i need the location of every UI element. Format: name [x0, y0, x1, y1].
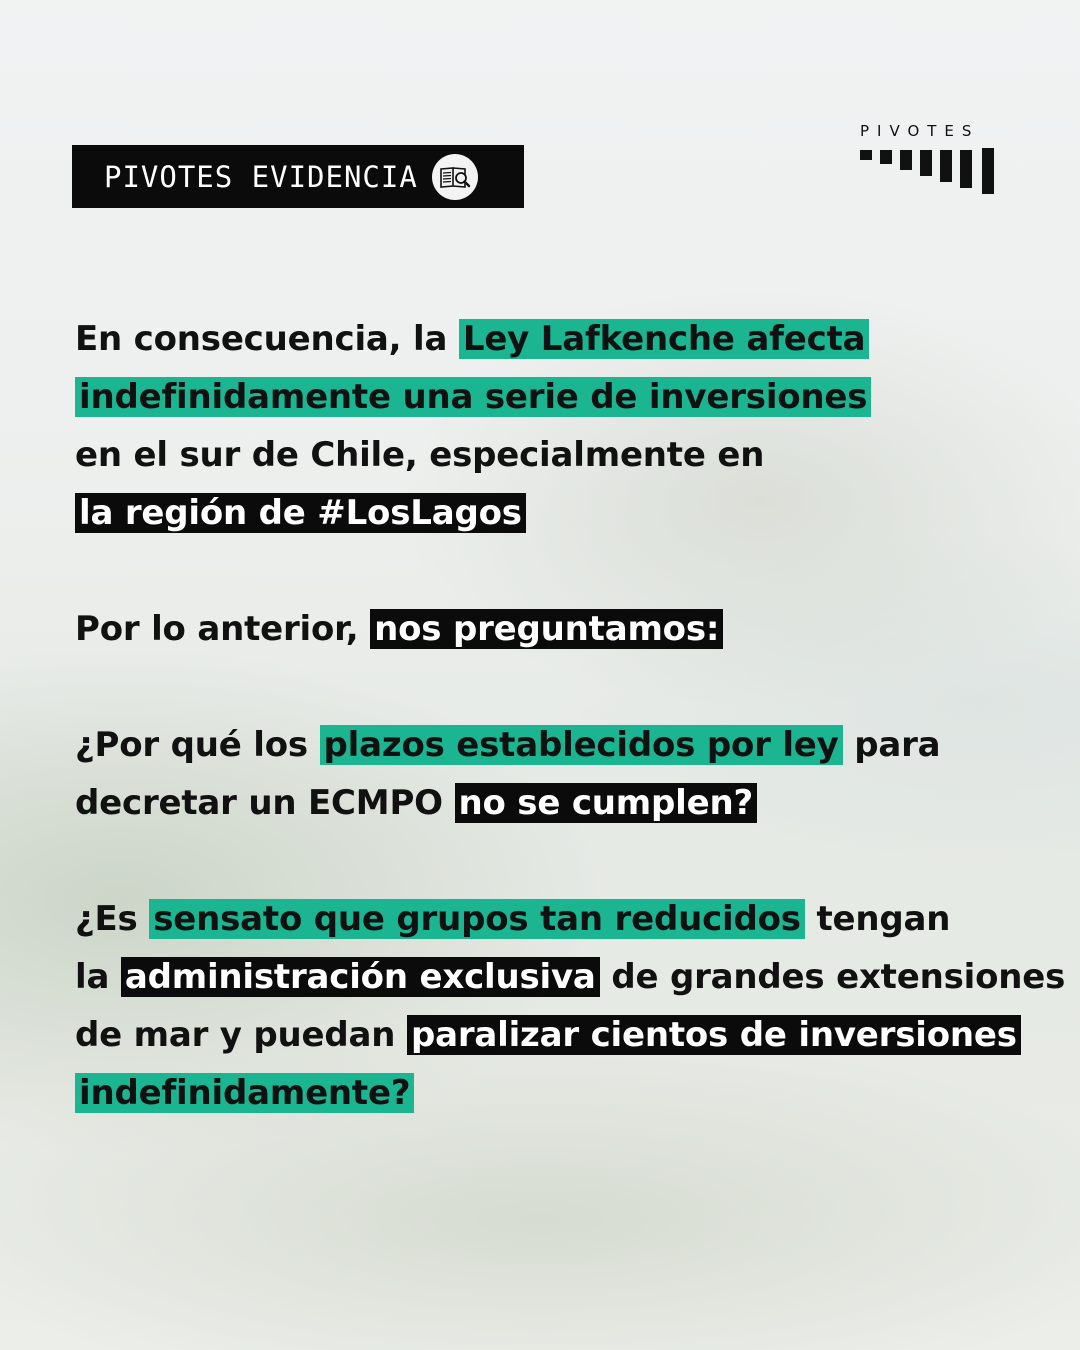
- paragraph-consequence: [75, 310, 1045, 542]
- text-segment: decretar un ECMPO: [75, 783, 455, 823]
- black-highlight: la región de #LosLagos: [75, 493, 526, 533]
- black-highlight: nos preguntamos:: [370, 609, 723, 649]
- text-line: [75, 600, 1045, 658]
- text-line: [75, 426, 1045, 484]
- text-segment: de mar y puedan: [75, 1015, 407, 1055]
- text-segment: de grandes extensiones: [599, 957, 1066, 997]
- paragraph-question-intro: [75, 600, 1045, 658]
- green-highlight: plazos establecidos por ley: [320, 725, 843, 765]
- text-segment: para: [842, 725, 941, 765]
- paragraph-spacer: [75, 542, 1045, 600]
- text-line: [75, 368, 1045, 426]
- black-highlight: paralizar cientos de inversiones: [407, 1015, 1021, 1055]
- section-tag-label: PIVOTES EVIDENCIA: [104, 159, 418, 194]
- green-highlight: sensato que grupos tan reducidos: [149, 899, 805, 939]
- text-line: [75, 774, 1045, 832]
- paragraph-question-deadlines: [75, 716, 1045, 832]
- green-highlight: indefinidamente una serie de inversiones: [75, 377, 871, 417]
- main-text: [75, 310, 1066, 1122]
- text-line: [75, 484, 1045, 542]
- text-segment: la: [75, 957, 121, 997]
- black-highlight: administración exclusiva: [121, 957, 600, 997]
- text-line: [75, 890, 1045, 948]
- text-segment: ¿Es: [75, 899, 150, 939]
- logo-wordmark: PIVOTES: [860, 122, 980, 140]
- text-line: [75, 716, 1045, 774]
- section-tag: [72, 145, 524, 208]
- text-segment: En consecuencia, la: [75, 319, 459, 359]
- text-line: [75, 1064, 1045, 1122]
- text-segment: en el sur de Chile, especialmente en: [75, 435, 765, 475]
- green-highlight: Ley Lafkenche afecta: [459, 319, 870, 359]
- text-segment: ¿Por qué los: [75, 725, 320, 765]
- text-line: [75, 310, 1045, 368]
- paragraph-spacer: [75, 658, 1045, 716]
- paragraph-spacer: [75, 832, 1045, 890]
- green-highlight: indefinidamente?: [75, 1073, 414, 1113]
- text-line: [75, 948, 1066, 1006]
- bar-graphic-icon: [860, 148, 996, 194]
- paragraph-question-groups: [75, 890, 1066, 1122]
- text-segment: Por lo anterior,: [75, 609, 371, 649]
- text-segment: tengan: [804, 899, 951, 939]
- black-highlight: no se cumplen?: [455, 783, 758, 823]
- pivotes-logo: [858, 120, 998, 200]
- book-search-icon-graphic: [439, 163, 471, 191]
- book-search-icon: [432, 154, 478, 200]
- text-line: [75, 1006, 1045, 1064]
